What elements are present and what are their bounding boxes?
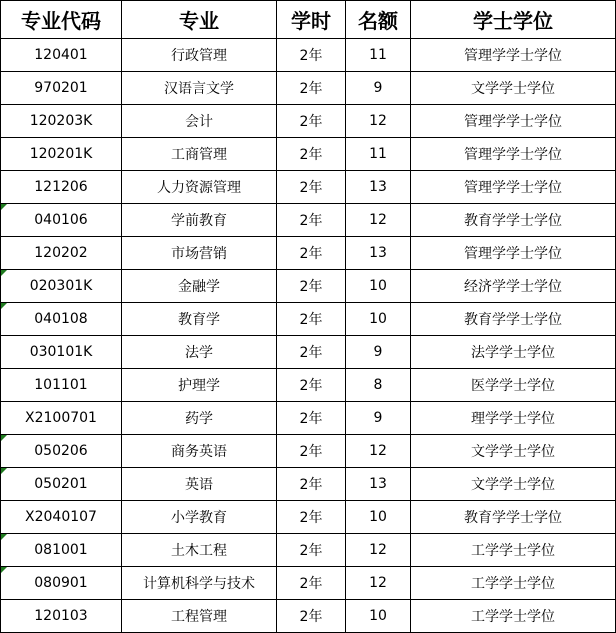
- cell-quota-text: 9: [373, 410, 383, 426]
- cell-quota: [346, 336, 411, 369]
- cell-duration-text: 2年: [299, 48, 323, 64]
- header-row: [1, 1, 616, 39]
- cell-major: [122, 204, 277, 237]
- cell-major-text: 工程管理: [171, 609, 227, 625]
- cell-major-code: [1, 204, 122, 237]
- cell-major-text: 金融学: [178, 279, 220, 295]
- cell-major-text: 会计: [185, 114, 213, 130]
- cell-quota: [346, 402, 411, 435]
- table-row: [1, 369, 616, 402]
- cell-degree: [411, 336, 616, 369]
- cell-quota: [346, 105, 411, 138]
- cell-quota-text: 11: [369, 47, 387, 63]
- table-row: [1, 303, 616, 336]
- table-row: [1, 237, 616, 270]
- cell-duration-text: 2年: [299, 114, 323, 130]
- table-row: [1, 600, 616, 633]
- cell-major-code-text: 081001: [34, 542, 88, 558]
- cell-major-text: 学前教育: [171, 213, 227, 229]
- table-row: [1, 336, 616, 369]
- cell-degree-text: 理学学士学位: [471, 411, 555, 427]
- cell-major-code: [1, 336, 122, 369]
- cell-duration-text: 2年: [299, 345, 323, 361]
- cell-quota: [346, 600, 411, 633]
- cell-degree: [411, 534, 616, 567]
- cell-quota-text: 13: [369, 476, 387, 492]
- cell-quota-text: 8: [373, 377, 383, 393]
- cell-duration: [277, 435, 346, 468]
- cell-quota-text: 10: [369, 278, 387, 294]
- cell-quota-text: 13: [369, 245, 387, 261]
- cell-major-code: [1, 567, 122, 600]
- cell-major-code: [1, 270, 122, 303]
- cell-major: [122, 435, 277, 468]
- cell-major: [122, 72, 277, 105]
- cell-quota: [346, 138, 411, 171]
- header-degree: 学士学位: [411, 1, 616, 39]
- cell-degree: [411, 171, 616, 204]
- cell-major: [122, 369, 277, 402]
- cell-degree-text: 工学学士学位: [471, 543, 555, 559]
- table-header: [1, 1, 616, 39]
- table-row: [1, 138, 616, 171]
- cell-quota: [346, 237, 411, 270]
- cell-major-text: 药学: [185, 411, 213, 427]
- cell-major-code: [1, 39, 122, 72]
- cell-degree: [411, 600, 616, 633]
- header-quota: 名额: [346, 1, 411, 39]
- cell-duration: [277, 468, 346, 501]
- cell-duration: [277, 237, 346, 270]
- table-row: [1, 534, 616, 567]
- cell-major-code: [1, 303, 122, 336]
- cell-duration-text: 2年: [299, 180, 323, 196]
- cell-major-code-text: 120103: [34, 608, 88, 624]
- cell-major-code: [1, 138, 122, 171]
- cell-major-code-text: 040106: [34, 212, 88, 228]
- cell-duration: [277, 534, 346, 567]
- cell-duration-text: 2年: [299, 378, 323, 394]
- cell-degree-text: 工学学士学位: [471, 609, 555, 625]
- cell-quota-text: 12: [369, 113, 387, 129]
- cell-major: [122, 237, 277, 270]
- cell-degree-text: 经济学学士学位: [464, 279, 562, 295]
- cell-major-text: 工商管理: [171, 147, 227, 163]
- cell-quota-text: 12: [369, 212, 387, 228]
- cell-quota-text: 9: [373, 344, 383, 360]
- cell-major-text: 计算机科学与技术: [143, 576, 255, 592]
- header-major: 专业: [122, 1, 277, 39]
- cell-major: [122, 336, 277, 369]
- cell-duration-text: 2年: [299, 312, 323, 328]
- cell-degree: [411, 369, 616, 402]
- cell-major-code: [1, 468, 122, 501]
- cell-major-code: [1, 402, 122, 435]
- cell-quota: [346, 501, 411, 534]
- cell-quota-text: 10: [369, 311, 387, 327]
- cell-major-code-text: 050201: [34, 476, 88, 492]
- cell-major-code-text: 101101: [34, 377, 88, 393]
- cell-degree-text: 管理学学士学位: [464, 114, 562, 130]
- cell-major-code: [1, 501, 122, 534]
- cell-major-code-text: 120401: [34, 47, 88, 63]
- cell-duration-text: 2年: [299, 81, 323, 97]
- cell-major-code-text: 020301K: [29, 278, 93, 294]
- cell-major-code-text: 970201: [34, 80, 88, 96]
- cell-major: [122, 171, 277, 204]
- cell-duration-text: 2年: [299, 147, 323, 163]
- cell-duration-text: 2年: [299, 510, 323, 526]
- cell-major-code: [1, 72, 122, 105]
- cell-duration-text: 2年: [299, 477, 323, 493]
- cell-major-code: [1, 237, 122, 270]
- cell-degree-text: 医学学士学位: [471, 378, 555, 394]
- cell-degree-text: 管理学学士学位: [464, 48, 562, 64]
- cell-degree-text: 文学学士学位: [471, 477, 555, 493]
- table-row: [1, 402, 616, 435]
- cell-major: [122, 138, 277, 171]
- cell-duration: [277, 138, 346, 171]
- header-duration: 学时: [277, 1, 346, 39]
- cell-degree: [411, 303, 616, 336]
- cell-degree-text: 文学学士学位: [471, 81, 555, 97]
- cell-degree-text: 管理学学士学位: [464, 180, 562, 196]
- cell-degree: [411, 501, 616, 534]
- cell-degree-text: 文学学士学位: [471, 444, 555, 460]
- cell-degree: [411, 435, 616, 468]
- table-body: [1, 39, 616, 633]
- cell-duration: [277, 270, 346, 303]
- table-row: [1, 435, 616, 468]
- cell-degree: [411, 39, 616, 72]
- cell-duration-text: 2年: [299, 246, 323, 262]
- cell-degree: [411, 270, 616, 303]
- table-row: [1, 501, 616, 534]
- cell-marker-icon: [1, 270, 7, 276]
- cell-quota: [346, 435, 411, 468]
- cell-quota: [346, 468, 411, 501]
- cell-duration: [277, 171, 346, 204]
- cell-major-text: 商务英语: [171, 444, 227, 460]
- cell-degree-text: 教育学学士学位: [464, 510, 562, 526]
- table-row: [1, 567, 616, 600]
- cell-duration: [277, 336, 346, 369]
- cell-major-code: [1, 534, 122, 567]
- table-row: [1, 105, 616, 138]
- cell-quota-text: 11: [369, 146, 387, 162]
- cell-major: [122, 402, 277, 435]
- cell-major-text: 英语: [185, 477, 213, 493]
- cell-duration-text: 2年: [299, 576, 323, 592]
- cell-duration-text: 2年: [299, 444, 323, 460]
- cell-major-text: 土木工程: [171, 543, 227, 559]
- cell-duration-text: 2年: [299, 279, 323, 295]
- cell-major-code-text: 120203K: [29, 113, 93, 129]
- cell-major-code-text: X2100701: [25, 410, 97, 426]
- cell-major: [122, 105, 277, 138]
- cell-quota-text: 9: [373, 80, 383, 96]
- cell-quota: [346, 72, 411, 105]
- cell-duration: [277, 501, 346, 534]
- cell-major-code: [1, 105, 122, 138]
- cell-major-code-text: 040108: [34, 311, 88, 327]
- cell-marker-icon: [1, 567, 7, 573]
- cell-degree-text: 管理学学士学位: [464, 147, 562, 163]
- header-major-code: 专业代码: [1, 1, 122, 39]
- cell-quota: [346, 567, 411, 600]
- cell-duration-text: 2年: [299, 609, 323, 625]
- cell-major-code: [1, 600, 122, 633]
- cell-duration: [277, 369, 346, 402]
- cell-quota-text: 12: [369, 575, 387, 591]
- cell-degree: [411, 105, 616, 138]
- cell-quota-text: 10: [369, 509, 387, 525]
- cell-major-code: [1, 369, 122, 402]
- table-row: [1, 72, 616, 105]
- cell-degree-text: 法学学士学位: [471, 345, 555, 361]
- cell-degree-text: 工学学士学位: [471, 576, 555, 592]
- cell-marker-icon: [1, 204, 7, 210]
- cell-degree: [411, 237, 616, 270]
- cell-duration: [277, 402, 346, 435]
- cell-major-code-text: 120202: [34, 245, 88, 261]
- cell-major: [122, 534, 277, 567]
- cell-major-code-text: 050206: [34, 443, 88, 459]
- cell-major-text: 教育学: [178, 312, 220, 328]
- cell-duration: [277, 204, 346, 237]
- cell-degree: [411, 204, 616, 237]
- cell-degree-text: 管理学学士学位: [464, 246, 562, 262]
- cell-quota: [346, 171, 411, 204]
- cell-major: [122, 303, 277, 336]
- cell-major: [122, 600, 277, 633]
- cell-major-code-text: X2040107: [25, 509, 97, 525]
- cell-duration: [277, 567, 346, 600]
- cell-quota-text: 12: [369, 443, 387, 459]
- cell-major-text: 人力资源管理: [157, 180, 241, 196]
- cell-marker-icon: [1, 534, 7, 540]
- cell-duration: [277, 303, 346, 336]
- cell-major: [122, 39, 277, 72]
- table-row: [1, 204, 616, 237]
- cell-major-text: 汉语言文学: [164, 81, 234, 97]
- cell-major-text: 行政管理: [171, 48, 227, 64]
- cell-degree-text: 教育学学士学位: [464, 312, 562, 328]
- table-row: [1, 39, 616, 72]
- cell-major-text: 小学教育: [171, 510, 227, 526]
- cell-major-text: 法学: [185, 345, 213, 361]
- cell-duration: [277, 600, 346, 633]
- cell-major: [122, 567, 277, 600]
- cell-major: [122, 270, 277, 303]
- cell-quota-text: 10: [369, 608, 387, 624]
- table-row: [1, 171, 616, 204]
- cell-degree: [411, 567, 616, 600]
- cell-major-code-text: 121206: [34, 179, 88, 195]
- cell-duration-text: 2年: [299, 543, 323, 559]
- cell-marker-icon: [1, 303, 7, 309]
- cell-quota: [346, 39, 411, 72]
- cell-major-code: [1, 435, 122, 468]
- cell-duration-text: 2年: [299, 213, 323, 229]
- cell-major-text: 护理学: [178, 378, 220, 394]
- cell-duration-text: 2年: [299, 411, 323, 427]
- cell-quota: [346, 534, 411, 567]
- cell-quota: [346, 369, 411, 402]
- cell-degree: [411, 138, 616, 171]
- cell-major-code-text: 120201K: [29, 146, 93, 162]
- cell-major: [122, 468, 277, 501]
- cell-marker-icon: [1, 468, 7, 474]
- cell-major: [122, 501, 277, 534]
- cell-quota-text: 12: [369, 542, 387, 558]
- cell-duration: [277, 105, 346, 138]
- cell-major-code-text: 080901: [34, 575, 88, 591]
- cell-duration: [277, 39, 346, 72]
- cell-quota: [346, 204, 411, 237]
- cell-degree: [411, 468, 616, 501]
- cell-marker-icon: [1, 435, 7, 441]
- cell-degree: [411, 72, 616, 105]
- cell-major-code: [1, 171, 122, 204]
- cell-major-text: 市场营销: [171, 246, 227, 262]
- cell-degree: [411, 402, 616, 435]
- table-row: [1, 468, 616, 501]
- cell-duration: [277, 72, 346, 105]
- table-row: [1, 270, 616, 303]
- cell-quota: [346, 270, 411, 303]
- cell-quota: [346, 303, 411, 336]
- cell-major-code-text: 030101K: [29, 344, 93, 360]
- cell-degree-text: 教育学学士学位: [464, 213, 562, 229]
- cell-quota-text: 13: [369, 179, 387, 195]
